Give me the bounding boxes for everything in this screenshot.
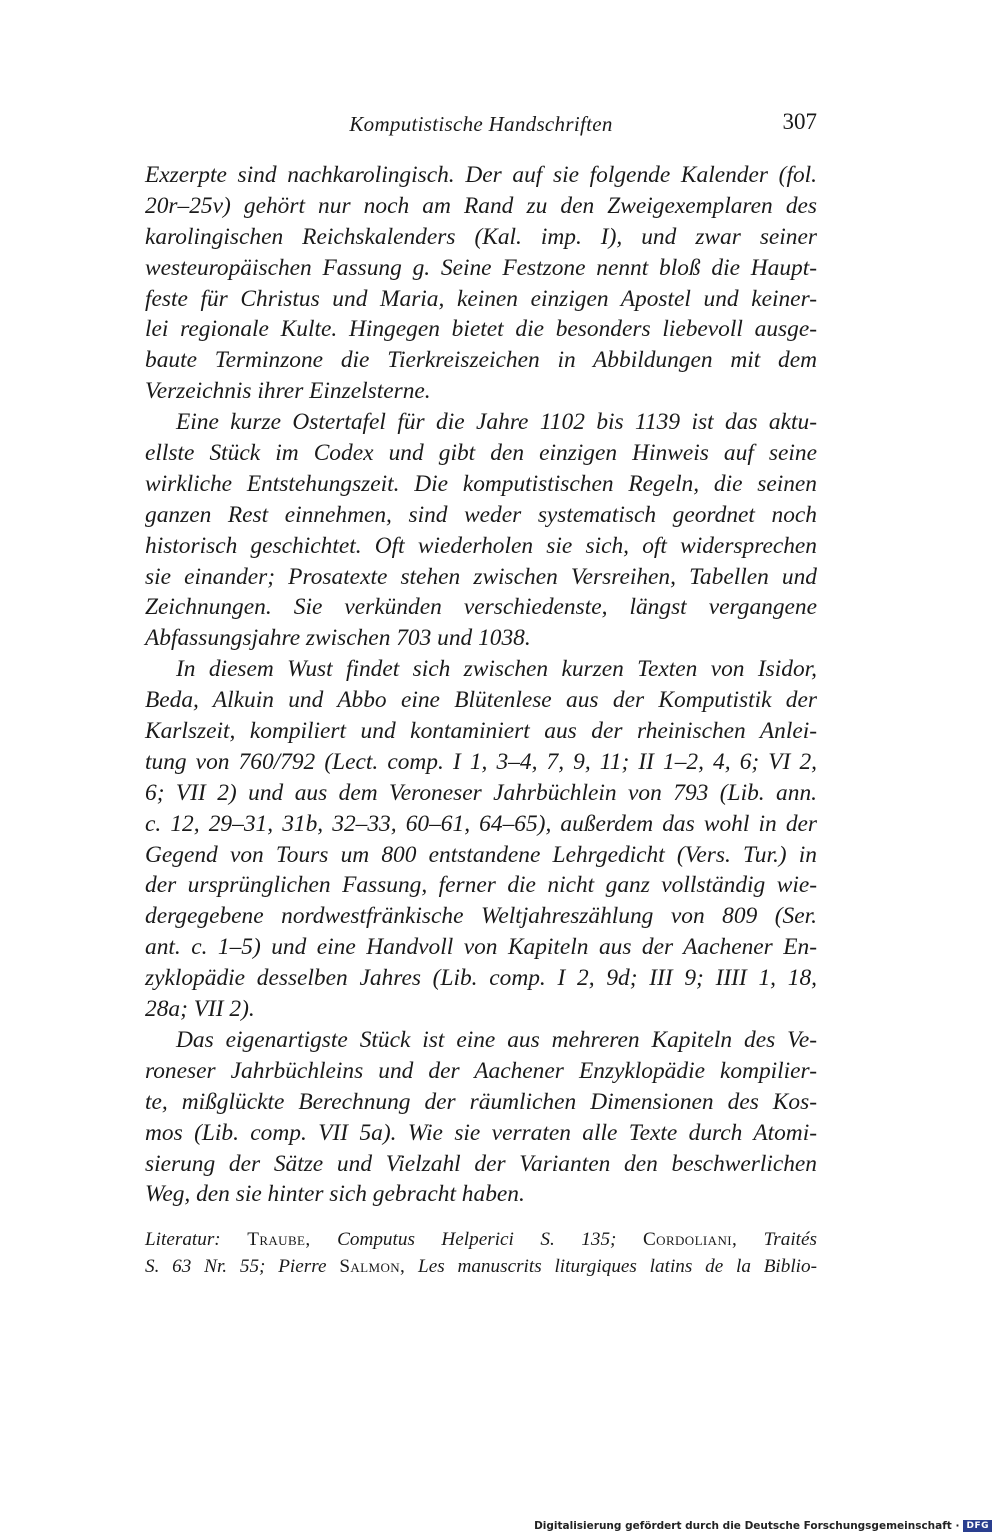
text-line: 6; VII 2) und aus dem Veroneser Jahrbüchlein von 793 (Lib. ann.	[145, 779, 817, 806]
text-line: Abfassungsjahre zwischen 703 und 1038.	[145, 625, 531, 652]
author-cordoliani: Cordoliani,	[642, 1229, 738, 1250]
text-line: tung von 760/792 (Lect. comp. I 1, 3–4, 7, 9, 11; II 1–2, 4, 6; VI 2,	[145, 748, 817, 775]
text-line: Eine kurze Ostertafel für die Jahre 1102 bis 1139 ist das aktu-	[176, 409, 817, 436]
text-line: 20r–25v) gehört nur noch am Rand zu den Zweigexemplaren des	[145, 192, 817, 219]
paragraph	[145, 1025, 817, 1210]
running-title: Komputistische Handschriften	[349, 112, 613, 136]
text-line: sie einander; Prosatexte stehen zwischen Versreihen, Tabellen und	[145, 563, 817, 590]
text-line: Exzerpte sind nachkarolingisch. Der auf sie folgende Kalender (fol.	[145, 162, 817, 188]
text-line: Weg, den sie hinter sich gebracht haben.	[145, 1181, 525, 1208]
footer-credit: Digitalisierung gefördert durch die Deutsche Forschungsgemeinschaft ·	[534, 1520, 960, 1532]
text-line: baute Terminzone die Tierkreiszeichen in Abbildungen mit dem	[145, 347, 817, 374]
author-salmon: Salmon,	[339, 1256, 406, 1277]
ref-manuscrits: Les manuscrits liturgiques latins de la Biblio-	[418, 1256, 817, 1277]
text-line: historisch geschichtet. Oft wiederholen sie sich, oft widersprechen	[145, 532, 817, 559]
ref-line2-prefix: S. 63 Nr. 55; Pierre	[145, 1256, 327, 1277]
body-text	[145, 160, 817, 1210]
paragraph	[145, 407, 817, 654]
literature-label: Literatur:	[145, 1229, 221, 1250]
text-line: feste für Christus und Maria, keinen einzigen Apostel und keiner-	[145, 285, 817, 312]
text-line: Das eigenartigste Stück ist eine aus mehreren Kapiteln des Ve-	[176, 1026, 817, 1053]
text-line: In diesem Wust findet sich zwischen kurzen Texten von Isidor,	[176, 656, 817, 683]
paragraph	[145, 654, 817, 1025]
text-line: Gegend von Tours um 800 entstandene Lehrgedicht (Vers. Tur.) in	[145, 841, 817, 868]
text-line: c. 12, 29–31, 31b, 32–33, 60–61, 64–65), außerdem das wohl in der	[145, 810, 817, 837]
dfg-logo: DFG	[963, 1520, 992, 1532]
text-line: Karlszeit, kompiliert und kontaminiert aus der rheinischen Anlei-	[145, 718, 817, 745]
text-line: karolingischen Reichskalenders (Kal. imp. I), und zwar seiner	[145, 223, 817, 250]
ref-computus: Computus Helperici S. 135;	[337, 1229, 617, 1250]
literature-line-2	[145, 1253, 817, 1280]
text-line: te, mißglückte Berechnung der räumlichen Dimensionen des Kos-	[145, 1088, 817, 1115]
text-line: westeuropäischen Fassung g. Seine Festzone nennt bloß die Haupt-	[145, 254, 817, 281]
text-line: wirkliche Entstehungszeit. Die komputistischen Regeln, die seinen	[145, 470, 817, 497]
author-traube: Traube,	[247, 1229, 311, 1250]
literature-note	[145, 1226, 817, 1280]
text-line: lei regionale Kulte. Hingegen bietet die besonders liebevoll ausge-	[145, 316, 817, 343]
text-line: ganzen Rest einnehmen, sind weder systematisch geordnet noch	[145, 501, 817, 528]
text-line: der ursprünglichen Fassung, ferner die nicht ganz vollständig wie-	[145, 872, 817, 899]
text-line: roneser Jahrbüchleins und der Aachener Enzyklopädie kompilier-	[145, 1057, 817, 1084]
text-line: Verzeichnis ihrer Einzelsterne.	[145, 378, 431, 405]
digitization-footer	[534, 1520, 992, 1532]
running-header	[145, 109, 817, 144]
text-line: 28a; VII 2).	[145, 996, 255, 1023]
text-line: ellste Stück im Codex und gibt den einzigen Hinweis auf seine	[145, 440, 817, 467]
text-line: Zeichnungen. Sie verkünden verschiedenste, längst vergangene	[145, 594, 817, 621]
text-line: Beda, Alkuin und Abbo eine Blütenlese aus der Komputistik der	[145, 687, 817, 714]
page-number: 307	[782, 109, 817, 134]
text-line: sierung der Sätze und Vielzahl der Varianten den beschwerlichen	[145, 1150, 817, 1177]
text-line: mos (Lib. comp. VII 5a). Wie sie verraten alle Texte durch Atomi-	[145, 1119, 817, 1146]
paragraph	[145, 160, 817, 407]
ref-traites: Traités	[763, 1229, 817, 1250]
text-line: ant. c. 1–5) und eine Handvoll von Kapiteln aus der Aachener En-	[145, 934, 817, 961]
text-line: zyklopädie desselben Jahres (Lib. comp. I 2, 9d; III 9; IIII 1, 18,	[145, 965, 817, 992]
text-line: dergegebene nordwestfränkische Weltjahreszählung von 809 (Ser.	[145, 903, 817, 930]
literature-line-1	[145, 1226, 817, 1253]
